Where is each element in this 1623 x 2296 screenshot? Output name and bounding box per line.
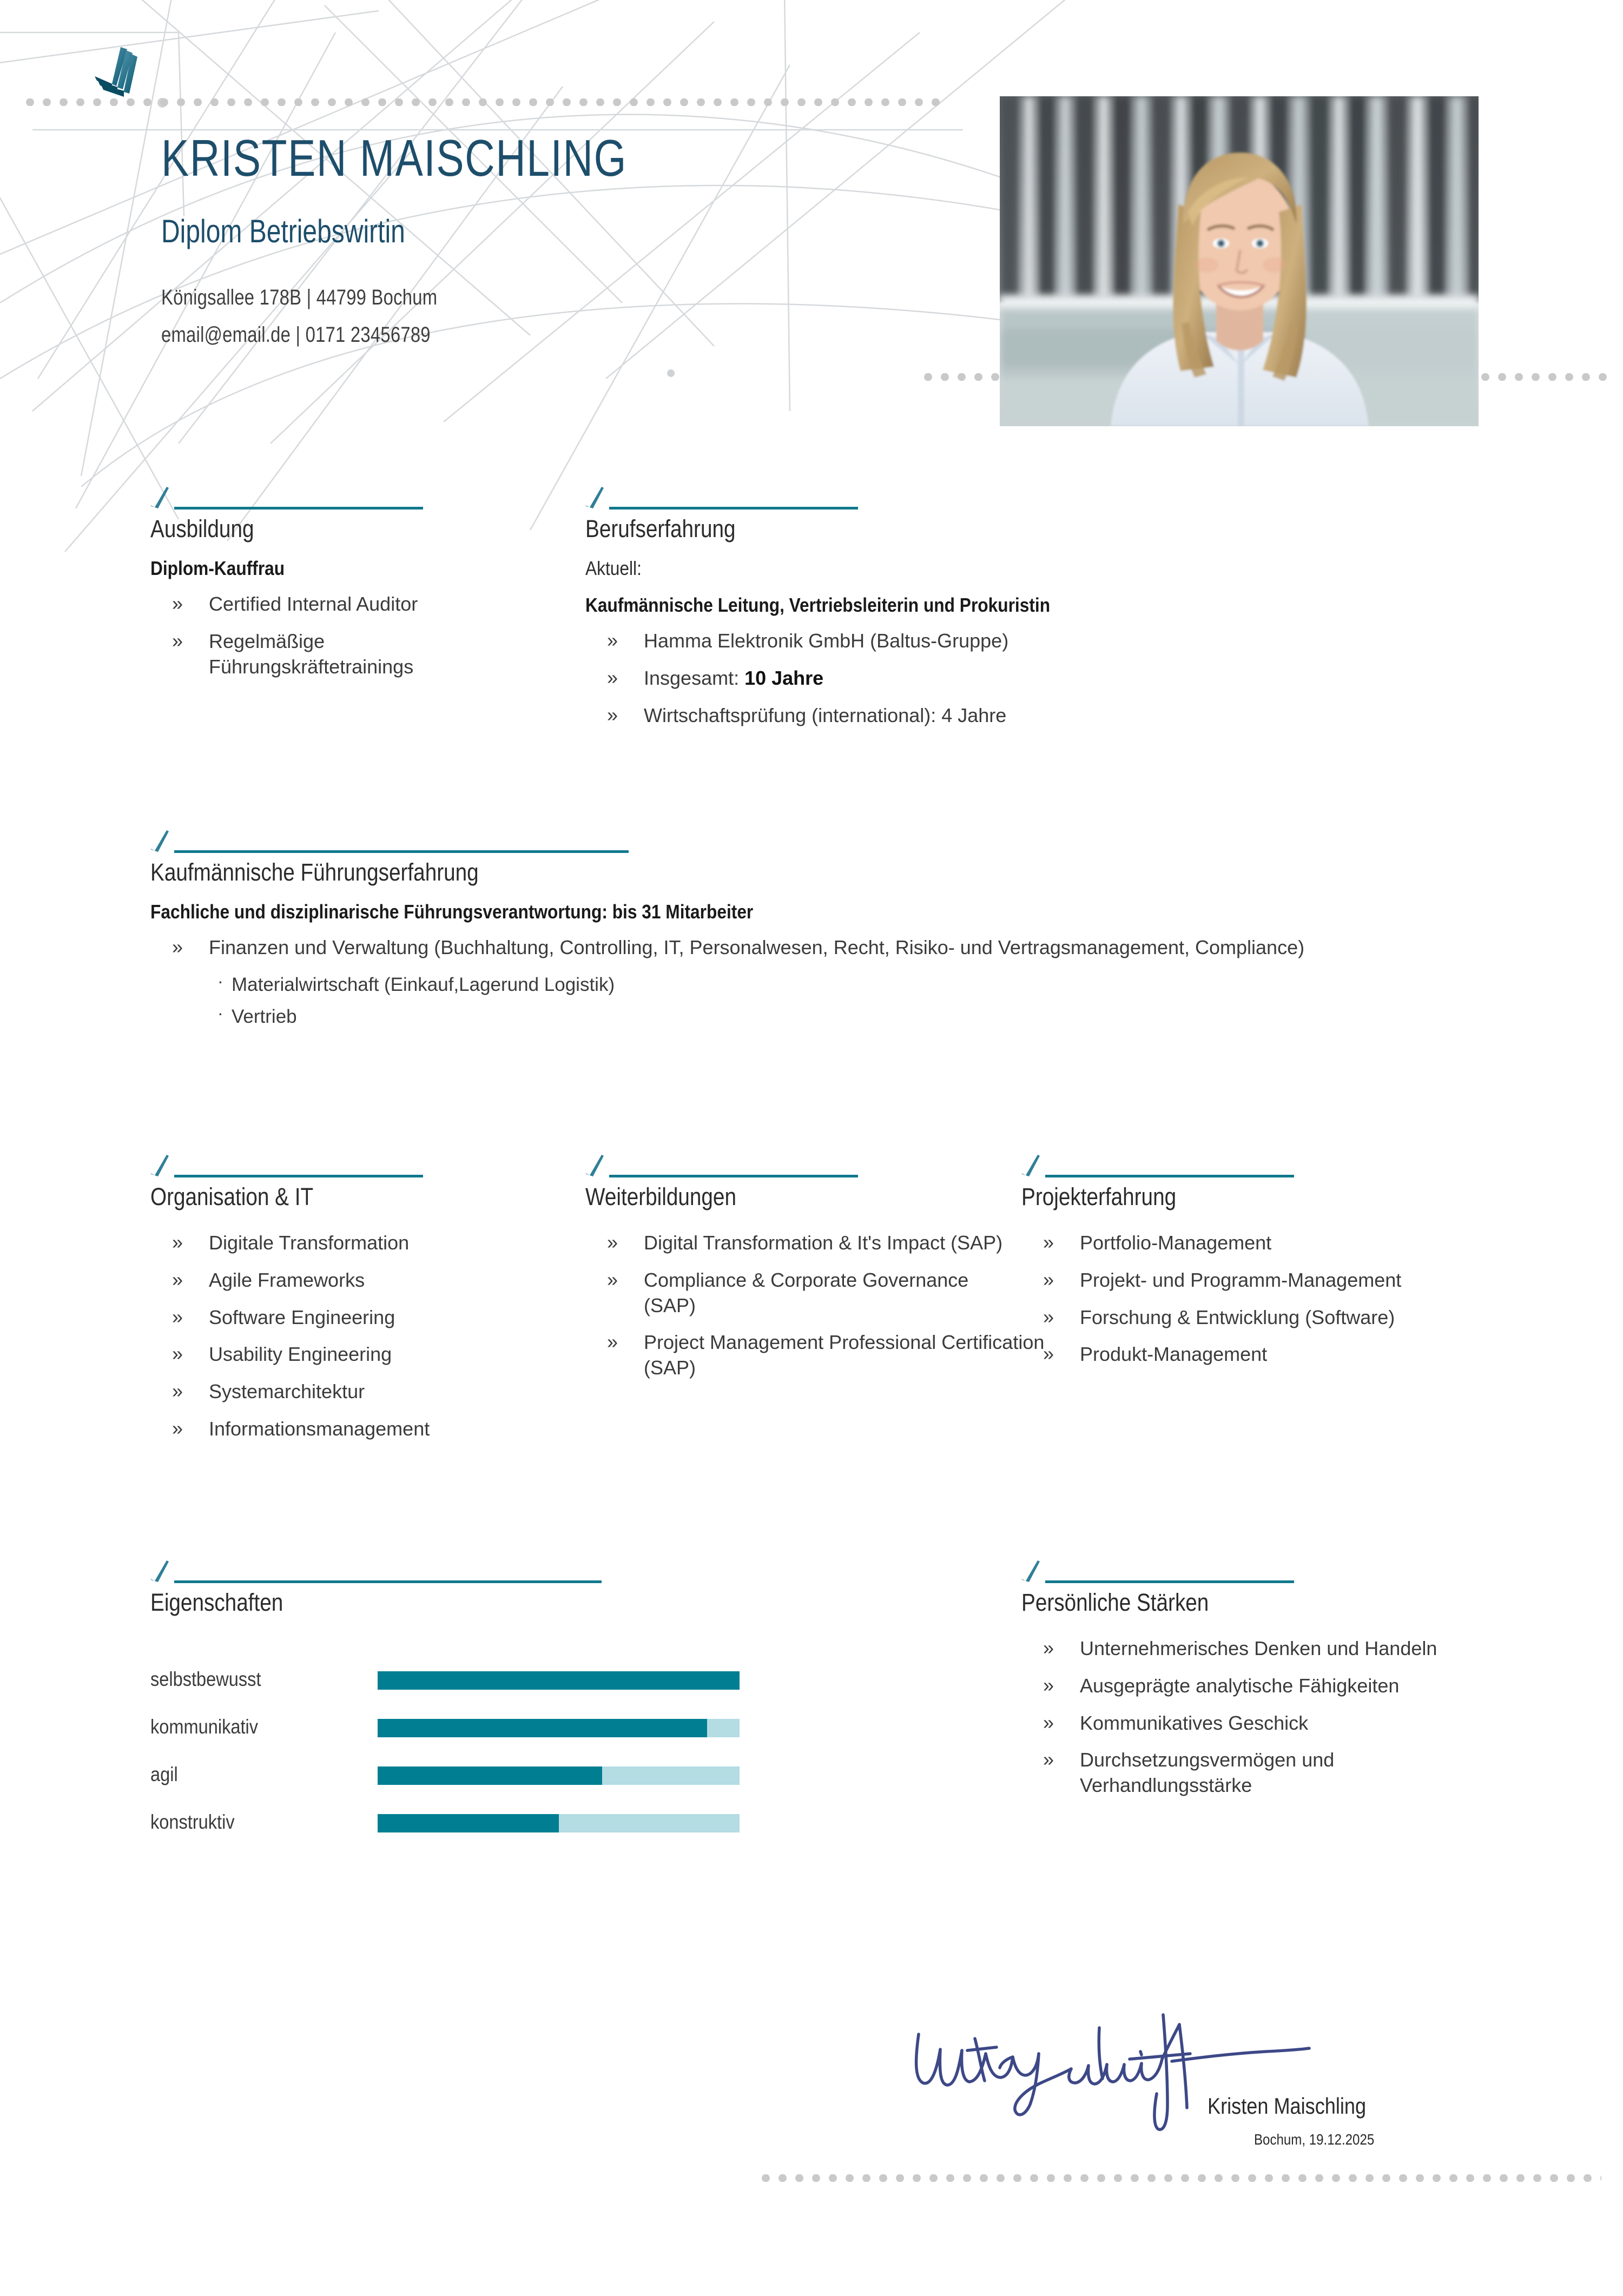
ausbildung-lead: Diplom-Kauffrau [150, 557, 285, 579]
list-item-label: Informationsmanagement [209, 1417, 430, 1440]
section-title: Persönliche Stärken [1021, 1589, 1209, 1616]
skill-track [378, 1766, 740, 1785]
list-item-label: Unternehmerisches Denken und Handeln [1080, 1637, 1437, 1659]
tick-mark-icon [150, 830, 172, 854]
bullet-glyph: » [172, 629, 183, 652]
list-item-label: Digital Transformation & It's Impact (SAP) [644, 1232, 1003, 1254]
list-item-label: Vertrieb [232, 1006, 297, 1028]
skill-fill [378, 1766, 602, 1785]
list-item [585, 703, 1451, 729]
bullet-glyph: » [1043, 1268, 1054, 1291]
bullet-glyph: » [172, 1231, 183, 1253]
section-eigenschaften [150, 1560, 756, 1617]
list-item-prefix: Insgesamt: [644, 666, 745, 689]
section-rule [1021, 1155, 1433, 1180]
bullet-glyph: » [607, 1268, 618, 1291]
list-item-label: Materialwirtschaft (Einkauf,Lagerund Logistik) [232, 974, 615, 995]
list-item-label: Durchsetzungsvermögen und Verhandlungsstärke [1080, 1749, 1335, 1797]
bullet-glyph: » [172, 1305, 183, 1328]
skill-label: kommunikativ [150, 1716, 259, 1738]
section-title: Ausbildung [150, 515, 254, 542]
section-title: Eigenschaften [150, 1589, 283, 1616]
list-item-label: Portfolio-Management [1080, 1232, 1272, 1254]
list-item-strong: 10 Jahre [744, 666, 824, 689]
section-title: Weiterbildungen [585, 1183, 736, 1210]
list-item [585, 628, 1451, 654]
list-item-label: Usability Engineering [209, 1343, 392, 1366]
list-item [150, 972, 1465, 997]
list-item [150, 1379, 562, 1405]
contact-email-phone: email@email.de | 0171 23456789 [161, 323, 431, 347]
page-title: KRISTEN MAISCHLING [161, 129, 627, 187]
section-weiterbildungen [585, 1155, 1045, 1393]
list-item-label: Regelmäßige Führungskräftetrainings [209, 630, 414, 678]
organisation-it-list [150, 1230, 562, 1442]
tick-mark-icon [150, 1155, 172, 1179]
list-item [150, 1004, 1465, 1029]
section-title: Berufserfahrung [585, 515, 736, 542]
weiterbildungen-list [585, 1230, 1045, 1381]
list-item-label: Systemarchitektur [209, 1380, 365, 1403]
skill-label: selbstbewusst [150, 1668, 261, 1690]
bullet-glyph: » [172, 1417, 183, 1439]
fuehrungserfahrung-sublist [150, 972, 1465, 1029]
sub-bullet-glyph: · [217, 1003, 223, 1023]
persoenliche-staerken-list [1021, 1636, 1454, 1798]
section-organisation-it [150, 1155, 562, 1454]
dotted-rule-mid-left [920, 373, 1006, 381]
list-item-label: Compliance & Corporate Governance (SAP) [644, 1268, 969, 1316]
list-item [1021, 1673, 1415, 1699]
chevron-3d-logo-icon [89, 30, 154, 111]
skill-track [378, 1719, 740, 1737]
list-item [1021, 1305, 1426, 1331]
list-item-label: Wirtschaftsprüfung (international): 4 Jahre [644, 704, 1007, 726]
bullet-glyph: » [607, 629, 618, 651]
list-item-label: Digitale Transformation [209, 1232, 410, 1254]
section-rule [150, 1155, 562, 1180]
list-item-label: Agile Frameworks [209, 1268, 365, 1291]
section-rule [1021, 1560, 1454, 1585]
section-rule [585, 487, 1451, 512]
bullet-glyph: » [607, 1231, 618, 1253]
job-title: Diplom Betriebswirtin [161, 213, 405, 249]
dotted-rule-mid-right [1477, 373, 1607, 381]
section-rule [150, 830, 1465, 855]
list-item [150, 1342, 562, 1367]
section-title: Kaufmännische Führungserfahrung [150, 858, 479, 886]
list-item-label: Kommunikatives Geschick [1080, 1711, 1309, 1734]
section-rule [150, 1560, 756, 1585]
sub-bullet-glyph: · [217, 971, 223, 991]
bullet-glyph: » [607, 1331, 618, 1353]
projekterfahrung-list [1021, 1230, 1433, 1367]
list-item [1021, 1230, 1433, 1256]
signature-name: Kristen Maischling [1208, 2093, 1367, 2119]
portrait-photo [1000, 96, 1479, 426]
section-persoenliche-staerken [1021, 1560, 1454, 1810]
list-item [150, 935, 1496, 961]
bullet-glyph: » [1043, 1673, 1054, 1696]
list-item [1021, 1268, 1415, 1293]
tick-mark-icon [1021, 1560, 1043, 1584]
berufserfahrung-aktuell-label: Aktuell: [585, 557, 642, 579]
bullet-glyph: » [172, 936, 183, 958]
section-fuehrungserfahrung [150, 830, 1465, 1037]
section-rule [585, 1155, 997, 1180]
bullet-glyph: » [607, 666, 618, 689]
list-item-label: Projekt- und Programm-Management [1080, 1268, 1402, 1291]
bullet-glyph: » [1043, 1305, 1054, 1328]
list-item [150, 1417, 562, 1442]
contact-address: Königsallee 178B | 44799 Bochum [161, 286, 438, 309]
bullet-glyph: » [1043, 1748, 1054, 1771]
berufserfahrung-role: Kaufmännische Leitung, Vertriebsleiterin und Prokuristin [585, 594, 1051, 616]
list-item-label: Project Management Professional Certification (SAP) [644, 1331, 1045, 1379]
bullet-glyph: » [172, 592, 183, 614]
list-item [1021, 1636, 1486, 1662]
list-item [150, 592, 562, 617]
list-item [585, 1330, 1055, 1381]
fuehrungserfahrung-lead: Fachliche und disziplinarische Führungsverantwortung: bis 31 Mitarbeiter [150, 901, 754, 923]
list-item-label: Ausgeprägte analytische Fähigkeiten [1080, 1674, 1400, 1697]
skill-track [378, 1671, 740, 1690]
section-rule [150, 487, 562, 512]
list-item-label: Finanzen und Verwaltung (Buchhaltung, Controlling, IT, Personalwesen, Recht, Risiko- und Vertragsmanagement, Compliance) [209, 936, 1305, 958]
section-berufserfahrung [585, 487, 1451, 740]
list-item [150, 1305, 562, 1331]
skill-label: konstruktiv [150, 1811, 235, 1833]
list-item-label: Certified Internal Auditor [209, 593, 418, 615]
tick-mark-icon [150, 487, 172, 511]
list-item [150, 629, 463, 680]
bullet-glyph: » [172, 1342, 183, 1365]
list-item-label: Software Engineering [209, 1306, 395, 1328]
section-projekterfahrung [1021, 1155, 1433, 1379]
tick-mark-icon [585, 1155, 607, 1179]
list-item [585, 1268, 990, 1319]
bullet-glyph: » [172, 1380, 183, 1402]
section-ausbildung [150, 487, 562, 691]
list-item [150, 1268, 562, 1293]
list-item-label: Hamma Elektronik GmbH (Baltus-Gruppe) [644, 630, 1009, 652]
bullet-glyph: » [1043, 1231, 1054, 1253]
section-title: Projekterfahrung [1021, 1183, 1177, 1210]
skill-fill [378, 1719, 707, 1737]
bullet-glyph: » [607, 703, 618, 726]
skill-track [378, 1814, 740, 1832]
tick-mark-icon [585, 487, 607, 511]
tick-mark-icon [150, 1560, 172, 1584]
list-item [585, 1230, 1022, 1256]
section-title: Organisation & IT [150, 1183, 314, 1210]
list-item [585, 666, 1451, 691]
berufserfahrung-list [585, 628, 1451, 728]
list-item [1021, 1342, 1433, 1367]
dotted-rule-top-left [22, 98, 941, 106]
bullet-glyph: » [172, 1268, 183, 1291]
bullet-glyph: » [1043, 1342, 1054, 1365]
bullet-glyph: » [1043, 1637, 1054, 1659]
skill-label: agil [150, 1763, 178, 1785]
list-item [1021, 1711, 1454, 1736]
list-item-label: Forschung & Entwicklung (Software) [1080, 1306, 1395, 1328]
list-item [150, 1230, 562, 1256]
tick-mark-icon [1021, 1155, 1043, 1179]
signature-place-date: Bochum, 19.12.2025 [1254, 2131, 1375, 2148]
dotted-rule-bottom [757, 2174, 1601, 2182]
skill-fill [378, 1814, 559, 1832]
skill-fill [378, 1671, 740, 1690]
list-item-label: Produkt-Management [1080, 1343, 1268, 1366]
list-item [1021, 1748, 1448, 1798]
bullet-glyph: » [1043, 1711, 1054, 1733]
ausbildung-list [150, 592, 562, 679]
fuehrungserfahrung-list [150, 935, 1465, 961]
